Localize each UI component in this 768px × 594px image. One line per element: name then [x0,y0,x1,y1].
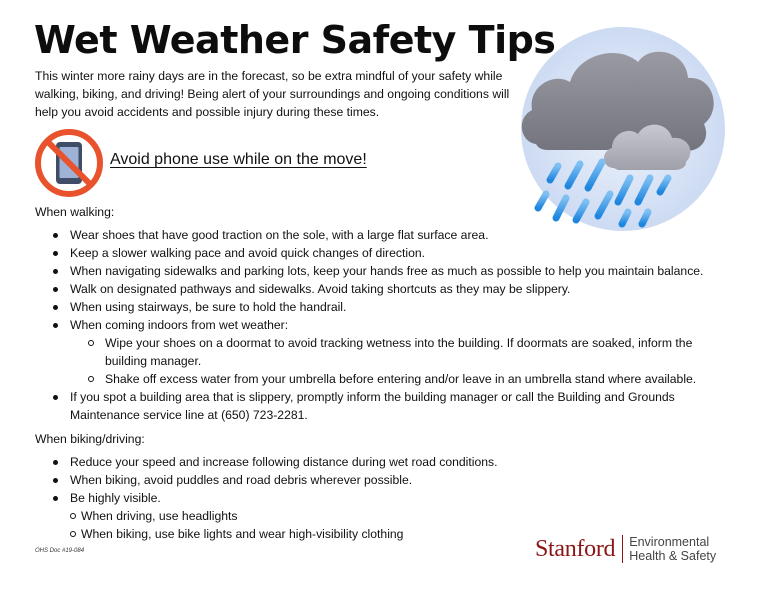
list-item: When navigating sidewalks and parking lots, keep your hands free as much as possible to help you maintain balance. [0,262,710,280]
list-item: When biking, avoid puddles and road debris wherever possible. [0,471,498,489]
walking-list [0,226,710,424]
biking-list [0,453,498,543]
sub-list-item: When driving, use headlights [81,509,238,523]
list-item: When using stairways, be sure to hold the handrail. [0,298,710,316]
circle-bullet-icon [70,531,76,537]
list-item: Be highly visible. [0,489,498,507]
walking-sub-list-container [0,334,710,388]
stanford-ehs-logo [535,533,716,565]
sub-list-item: Wipe your shoes on a doormat to avoid tracking wetness into the building. If doormats are soaked, inform the building manager. [70,334,705,370]
sub-list-item: When biking, use bike lights and wear high-visibility clothing [81,527,404,541]
list-item: Keep a slower walking pace and avoid quick changes of direction. [0,244,710,262]
biking-sub-item [0,525,498,543]
sub-list-item: Shake off excess water from your umbrella before entering and/or leave in an umbrella stand where available. [70,370,705,388]
list-item: Wear shoes that have good traction on the sole, with a large flat surface area. [0,226,710,244]
no-phone-icon [34,128,104,198]
list-item: If you spot a building area that is slippery, promptly inform the building manager or call the Building and Grounds Maintenance service line at (650) 723-2281. [0,388,710,424]
callout-avoid-phone: Avoid phone use while on the move! [110,151,367,168]
walking-sub-list [70,334,710,388]
rain-cloud-icon [518,26,728,232]
list-item: Walk on designated pathways and sidewalks. Avoid taking shortcuts as they may be slippery. [0,280,710,298]
logo-divider [622,535,623,563]
biking-sub-item [0,507,498,525]
logo-dept-line1: Environmental [629,535,710,549]
logo-stanford-wordmark: Stanford [535,535,616,562]
intro-paragraph: This winter more rainy days are in the forecast, so be extra mindful of your safety while walking, biking, and driving! Being alert of your surroundings and ongoing conditions will help you avoid accidents and possible injury during these times. [35,69,510,119]
circle-bullet-icon [70,513,76,519]
walking-heading: When walking: [35,205,115,219]
list-item: Reduce your speed and increase following distance during wet road conditions. [0,453,498,471]
page-title: Wet Weather Safety Tips [34,18,556,62]
list-item: When coming indoors from wet weather: [0,316,710,334]
doc-number: OHS Doc #19-084 [35,548,85,554]
logo-dept-line2: Health & Safety [629,549,717,563]
biking-heading: When biking/driving: [35,432,145,446]
logo-department [629,535,716,563]
